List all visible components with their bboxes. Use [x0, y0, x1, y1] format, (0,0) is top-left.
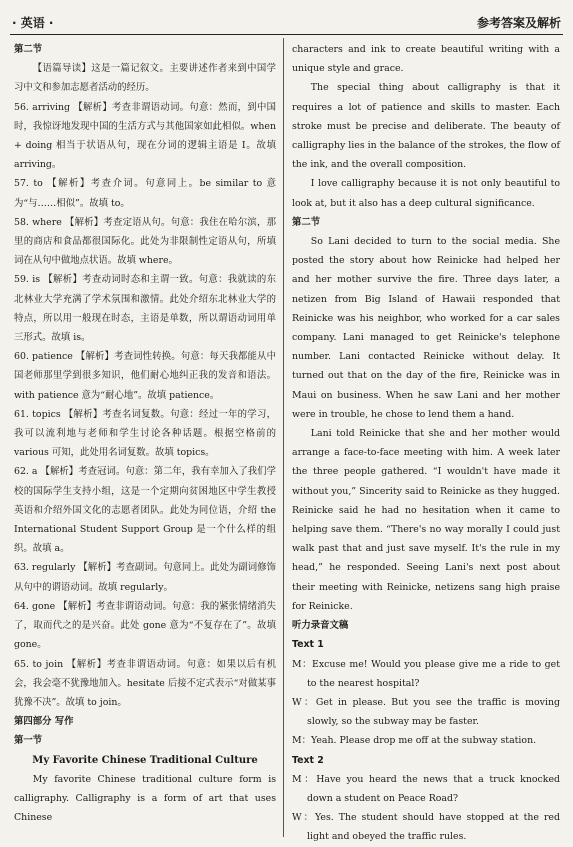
- section-heading: Text 2: [292, 754, 324, 766]
- paragraph: 57. to 【解析】考查介词。句意同上。be similar to 意为“与……相似”。故填 to。: [14, 178, 276, 209]
- paragraph: I love calligraphy because it is not only beautiful to look at, but it also has a deep cultural significance.: [292, 178, 560, 209]
- paragraph: M：Excuse me! Would you please give me a ride to get to the nearest hospital?: [292, 658, 560, 689]
- paragraph: 56. arriving 【解析】考查非谓语动词。句意：然而，到中国时，我惊讶地发现中国的生活方式与其他国家如此相似。when + doing 相当于状语从句，现在分词的逻辑主语是 I。故填 arriving。: [14, 101, 276, 171]
- paragraph: M：Yeah. Please drop me off at the subway station.: [292, 735, 537, 747]
- paragraph: 59. is 【解析】考查动词时态和主谓一致。句意：我就读的东北林业大学充满了学术氛围和激情。此处介绍东北林业大学的特点，所以用一般现在时态，主语是单数，所以谓语动词用单三形式。故填 is。: [14, 274, 276, 344]
- section-heading: 第四部分 写作: [14, 716, 74, 728]
- right-column: [292, 40, 560, 847]
- paragraph: 62. a 【解析】考查冠词。句意：第二年，我有幸加入了我们学校的国际学生支持小组，这是一个定期向贫困地区中学生教授英语和介绍外国文化的志愿者团队。此处为同位语，介绍 the International Student Support Group 是一个什么样的组织。故填 a。: [14, 466, 276, 555]
- subject-label: · 英语 ·: [12, 16, 54, 30]
- section-title: 参考答案及解析: [476, 16, 561, 30]
- section-heading: 听力录音文稿: [292, 620, 349, 632]
- paragraph: So Lani decided to turn to the social media. She posted the story about how Reinicke had helped her and her mother survive the fire. Three days later, a netizen from Big Island of Hawaii responded that Reinicke was his neighbor, who worked for a car sales company. Lani managed to get Reinicke's telephone number. Lani contacted Reinicke without delay. It turned out that on the day of the fire, Reinicke was in Maui on business. When he saw Lani and her mother were in trouble, he chose to lend them a hand.: [292, 236, 560, 420]
- paragraph: 58. where 【解析】考查定语从句。句意：我住在哈尔滨，那里的商店和食品都很国际化。此处为非限制性定语从句，所填词在从句中做地点状语。故填 where。: [14, 216, 276, 267]
- left-column: [14, 40, 276, 827]
- section-heading: 第一节: [14, 735, 43, 747]
- paragraph: Lani told Reinicke that she and her mother would arrange a face-to-face meeting with him. A week later the three people gathered. “I wouldn't have made it without you,” Sincerity said to Reinicke as they hugged. Reinicke said he had no hesitation when it came to helping save them. “There's no way morally I could just walk past that and just save myself. It's the rule in my head,” he responded. Seeing Lani's next post about their meeting with Reinicke, netizens sang high praise for Reinicke.: [292, 428, 560, 612]
- paragraph: W：Yes. The student should have stopped at the red light and obeyed the traffic rules.: [292, 812, 560, 843]
- paragraph: 【语篇导读】这是一篇记叙文。主要讲述作者来到中国学习中文和参加志愿者活动的经历。: [14, 63, 276, 94]
- paragraph: 63. regularly 【解析】考查副词。句意同上。此处为副词修饰从句中的谓语动词。故填 regularly。: [14, 562, 276, 593]
- paragraph: 61. topics 【解析】考查名词复数。句意：经过一年的学习，我可以流利地与老师和学生讨论各种话题。根据空格前的 various 可知，此处用名词复数。故填 topics。: [14, 408, 276, 459]
- paragraph: My favorite Chinese traditional culture form is calligraphy. Calligraphy is a form of art that uses Chinese: [14, 773, 276, 824]
- paragraph: 64. gone 【解析】考查非谓语动词。句意：我的紧张情绪消失了，取而代之的是兴奋。此处 gone 意为“不复存在了”。故填 gone。: [14, 600, 276, 651]
- section-heading: Text 1: [292, 639, 324, 651]
- paragraph: The special thing about calligraphy is that it requires a lot of patience and skills to master. Each stroke must be precise and deliberate. The beauty of calligraphy lies in the balance of the strokes, the flow of the ink, and the overall composition.: [292, 82, 560, 171]
- essay-title: My Favorite Chinese Traditional Culture: [32, 754, 258, 766]
- paragraph: 60. patience 【解析】考查词性转换。句意：每天我都能从中国老师那里学到很多知识，他们耐心地纠正我的发音和语法。with patience 意为“耐心地”。故填 patience。: [14, 351, 276, 401]
- page-header: [10, 6, 563, 35]
- column-divider: [283, 38, 284, 837]
- paragraph: 65. to join 【解析】考查非谓语动词。句意：如果以后有机会，我会毫不犹豫地加入。hesitate 后接不定式表示“对做某事犹豫不决”。故填 to join。: [14, 658, 276, 708]
- section-heading: 第二节: [14, 44, 43, 55]
- paragraph: M：Have you heard the news that a truck knocked down a student on Peace Road?: [292, 773, 560, 804]
- section-heading: 第二节: [292, 216, 321, 228]
- paragraph: W：Get in please. But you see the traffic is moving slowly, so the subway may be faster.: [292, 696, 560, 728]
- paragraph: characters and ink to create beautiful writing with a unique style and grace.: [292, 44, 560, 75]
